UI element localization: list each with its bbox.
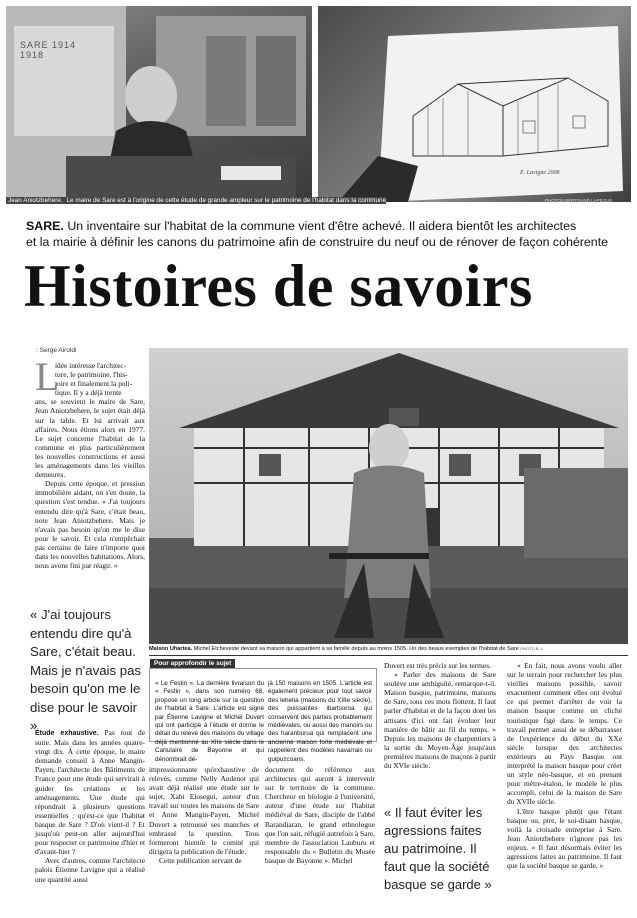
box-header: Pour approfondir le sujet — [150, 659, 235, 668]
col5-paragraph-1: « En fait, nous avons voulu aller sur le terrain pour rechercher les plus vieilles maisons possible, savoir exactement comment elles ont évolué ce qui permet d'arrêter de voir la maison basque comme un cliché touristique figé dans le temps. Ce travail permet aussi de se débarrasser de l'expérience du début du XXe siècle lorsque des architectes extérieurs au Pays Basque ont interprété la maison basque pour créer un style néo-basque, et en prenant pour mètre-étalon, le modèle le plus accompli, celui de la maison de Sare du XVIIe siècle. — [507, 661, 622, 807]
standfirst-place: SARE. — [26, 219, 64, 233]
col2-text: impressionnante qu'exhaustive de relevés, comme Nelly Audenot qui avait déjà réalisé une étude sur le sujet, Xabi Elosegui, auteur d'un travail sur toutes les maisons de Sare et Anne Mangin-Payen, Michel Duvert a retroussé ses manches et embrassé la question. Tous formeront bientôt le comité qui dirigera la publication de l'étude. — [149, 765, 259, 856]
col1-line-3: toire et finalement la poli- — [55, 379, 133, 389]
col1-paragraph-1: ans, se souvient le maire de Sare, Jean Aniotzbehere, le sujet était déjà sur la table. Et lui arrivait aux affaires. Nous étions alors en 1977. Le sujet concerne l'habitat de la commune et plus particulièrement les nouvelles constructions et aussi les aménagements dans les vieilles demeures. — [35, 397, 145, 480]
main-photo — [149, 348, 628, 644]
col4-top: Duvert est très précis sur les termes. — [384, 661, 491, 670]
caption-text: Le maire de Sare est à l'origine de cette étude de grande ampleur sur le patrimoine de l'habitat dans la commune — [64, 197, 387, 204]
standfirst-line-2: et la mairie à définir les canons du patrimoine afin de construire du neuf ou de rénover de façon cohérente — [26, 234, 609, 249]
box-right-column — [268, 680, 372, 764]
dropcap: L — [35, 354, 60, 399]
sketch-signature: E. Lavigne 2008 — [520, 170, 560, 176]
col1-paragraph-2: Depuis cette époque, et pression immobilière aidant, on s'en doute, la question s'est tendue. « J'ai toujours entendu dire qu'à Sare, c'était beau, note Jean Aniotzbehere. Mais je n'avais pas besoin qu'on me le dise pour le savoir. Et cela n'empêchait pas certains de faire n'importe quoi dans les nouvelles habitations. Alors, nous avons fini par réagir. » — [35, 479, 145, 571]
main-caption-text: Michel Etcheveste devant sa maison qui appartient à sa famille depuis au moins 1505. Un des beaux exemples de l'habitat de Sare — [192, 646, 519, 652]
col3-text: document de référence aux architectes qui auront à intervenir sur le territoire de la commune. Chercheur en biologie à l'université, auteur d'une étude sur l'habitat médiéval de Sare, disciple de l'abbé Barandiaran, le grand ethnologue que l'on sait, réfugié autrefois à Sare, membre de l'association Lauburu et responsable du « Bulletin du Musée basque de Bayonne ». Michel — [265, 765, 375, 865]
mayor-photo — [6, 6, 312, 202]
top-photo-caption — [6, 196, 631, 206]
col1-bottom-text: Pas tout de suite. Mais dans les années quatre-vingt dix. À cette époque, le maire demande conseil à Anne Mangin-Payen, l'architecte des Bâtiments de France pour une étude qui servirait à guider les créations et les aménagements. Une étude qui répondrait à plusieurs questions essentielles : qu'est-ce que l'habitat basque de Sare ? D'où vient-il ? Et jusqu'où peut-on aller aujourd'hui pour respecter ce patrimoine d'hier et d'avant-hier ? — [35, 728, 145, 857]
caption-rule — [149, 655, 628, 656]
section-lead: Étude exhaustive. — [35, 730, 99, 737]
col1-line-1: idée intéresse l'architec- — [55, 361, 127, 370]
main-photo-caption — [149, 644, 628, 654]
column-2-bottom — [149, 765, 259, 865]
col4-paragraph: « Parler des maisons de Sare soulève une ambiguïté, remarque-t-il. Maison basque, patrimoine, maisons de Sare, tous ces mots flottent. Il faut parler d'habitat et de la façon dont les artisans d'ici ont fait évoluer leur manière de bâtir au fil du temps. » Depuis les maisons de charpentiers à la sortie du Moyen-Âge jusqu'aux premières maisons de maçons à partir du XVIe siècle. — [384, 670, 496, 771]
byline: : Serge Airoldi — [36, 347, 77, 354]
box-left-column — [155, 680, 264, 764]
column-1-bottom — [35, 728, 145, 884]
box-left-text: « Le Festin ». La dernière livraison du « Festin », dans son numéro 68, propose un long article sur la question de l'habitat à Sare. L'article est signé par Étienne Lavigne et Michel Duvert qui ont participé à l'étude et donne le détail du relevé des maisons du village déjà mentionné au XIIe siècle dans le Cartulaire de Bayonne et qui dénombrait dé- — [155, 680, 264, 763]
top-photo-credit: PHOTOS BERTRAND LAPEGUE — [545, 198, 613, 203]
pull-quote-2: « Il faut éviter les agressions faites au patrimoine. Il faut que la société basque se garde » — [384, 805, 492, 892]
col1-line-2: ture, le patrimoine, l'his- — [55, 370, 128, 380]
caption-name: Jean Aniotzbehere. — [8, 197, 63, 204]
sketch-illustration — [318, 6, 631, 202]
box-right-text: jà 150 maisons en 1505. L'article est également précieux pour tout savoir des lehetia (maisons du XIIIe siècle), des puissantes ibartsoroa qui conservent des parties probablement médiévales, ou aussi des manoirs ou des haranburua qui remplacent une ancienne maison forte médiévale et rappellent des modèles navarrais ou guipuzcoans. — [268, 680, 372, 763]
standfirst — [26, 219, 626, 250]
column-5 — [507, 661, 622, 870]
column-3-bottom — [265, 765, 375, 865]
col2-last: Cette publication servant de — [159, 855, 242, 865]
main-caption-credit: PHOTO B. L. — [520, 646, 544, 651]
sketch-photo — [318, 6, 631, 202]
col1-bottom-text-2: Avec d'autres, comme l'architecte palois Étienne Lavigne qui a réalisé une quantité aussi — [35, 856, 145, 884]
main-caption-name: Maison Uhartea. — [149, 646, 193, 652]
col1-line-4: tique. Il y a déjà trente — [55, 388, 122, 398]
headline: Histoires de savoirs — [24, 253, 533, 319]
column-1-top — [35, 354, 145, 571]
column-4 — [384, 661, 496, 770]
pull-quote-1: « J'ai toujours entendu dire qu'à Sare, c'était beau. Mais je n'avais pas besoin qu'on me le dise pour le savoir » — [30, 607, 141, 733]
mayor-photo-illustration — [6, 6, 312, 202]
col5-paragraph-2: L'être basque plutôt que l'étant basque ou, pire, le soi-disant basque, voilà la croisade entreprise à Sare. Jean Aniotzbehere n'ignore pas les enjeux. « Il faut désormais éviter les agressions faites au patrimoine. Il faut que la société basque se garde. » — [507, 806, 622, 871]
standfirst-line-1: Un inventaire sur l'habitat de la commune vient d'être achevé. Il aidera bientôt les architectes — [63, 219, 577, 233]
plaque-text: SARE 1914 1918 — [20, 40, 77, 60]
house-photo-illustration — [149, 348, 628, 644]
